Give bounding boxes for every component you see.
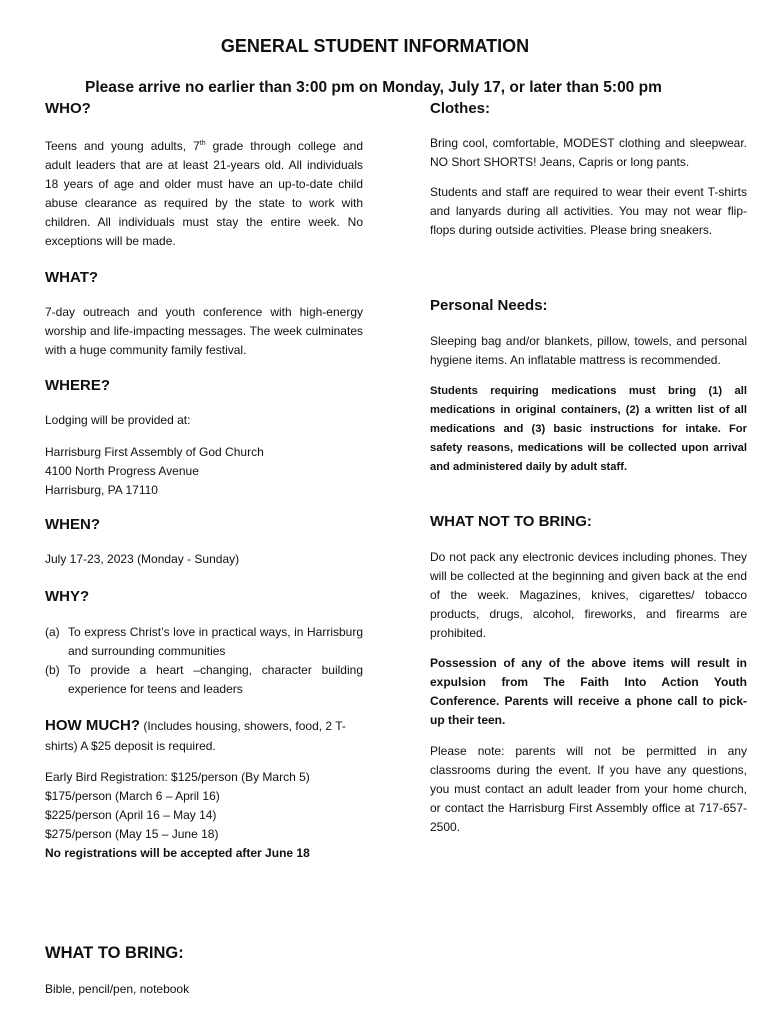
what-heading: WHAT? — [45, 269, 99, 286]
section-what-not-to-bring — [430, 511, 747, 837]
what-to-bring-heading: WHAT TO BRING: — [45, 944, 184, 962]
reasons-list — [45, 623, 363, 699]
section-why — [45, 586, 363, 699]
list-item: (b) To provide a heart –changing, character building experience for teens and leaders — [45, 663, 363, 696]
registration-deadline: No registrations will be accepted after June 18 — [45, 846, 310, 860]
address-line: Harrisburg, PA 17110 — [45, 483, 158, 497]
how-much-note: (Includes housing, showers, food, 2 T- — [139, 719, 346, 733]
section-clothes — [430, 98, 747, 240]
medications-notice: Students requiring medications must bring (1) all medications in original containers, (2) a written list of all medications and (3) basic instructions for intake. For safety reasons, medications will be collected upon arrival and administered daily by adult staff. — [430, 385, 747, 473]
section-where — [45, 375, 363, 500]
section-what — [45, 267, 363, 360]
what-text: 7-day outreach and youth conference with high-energy worship and life-impacting messages. The week culminates with a huge community family festival. — [45, 305, 363, 357]
church-address — [45, 443, 363, 500]
section-what-to-bring — [45, 942, 363, 999]
section-who — [45, 98, 363, 251]
personal-needs-text: Sleeping bag and/or blankets, pillow, towels, and personal hygiene items. An inflatable mattress is recommended. — [430, 334, 747, 367]
what-not-to-bring-heading: WHAT NOT TO BRING: — [430, 513, 592, 530]
list-item: (a) To express Christ’s love in practical ways, in Harrisburg and surrounding communities — [45, 625, 363, 658]
section-when — [45, 514, 363, 569]
where-intro: Lodging will be provided at: — [45, 413, 191, 427]
when-heading: WHEN? — [45, 516, 100, 533]
arrival-notice: Please arrive no earlier than 3:00 pm on Monday, July 17, or later than 5:00 pm — [85, 79, 662, 96]
where-heading: WHERE? — [45, 377, 110, 394]
clothes-shirt-text: Students and staff are required to wear their event T-shirts and lanyards during all activities. You may not wear flip-flops during outside activities. Please bring sneakers. — [430, 185, 747, 237]
who-heading: WHO? — [45, 100, 91, 117]
address-line: 4100 North Progress Avenue — [45, 464, 199, 478]
price-list — [45, 768, 363, 863]
section-personal-needs — [430, 295, 747, 477]
how-much-header — [45, 715, 363, 737]
deposit-note: shirts) A $25 deposit is required. — [45, 739, 216, 753]
who-text: Teens and young adults, 7th grade through college and adult leaders that are at least 21-years old. All individuals 18 years of age and older must have an up-to-date child abuse clearance as required by the state to work with children. All individuals must stay the entire week. No exceptions will be made. — [45, 139, 364, 248]
section-how-much — [45, 715, 363, 863]
address-line: Harrisburg First Assembly of God Church — [45, 445, 264, 459]
prohibited-items-text: Do not pack any electronic devices including phones. They will be collected at the beginning and given back at the end of the week. Magazines, knives, cigarettes/ tobacco products, drugs, alcohol, fireworks, and firearms are prohibited. — [430, 550, 747, 640]
price-line: Early Bird Registration: $125/person (By March 5) — [45, 770, 310, 784]
expulsion-warning: Possession of any of the above items will result in expulsion from The Faith Into Action Youth Conference. Parents will receive a phone call to pick-up their teen. — [430, 656, 747, 727]
price-line: $225/person (April 16 – May 14) — [45, 808, 217, 822]
why-heading: WHY? — [45, 588, 90, 605]
personal-needs-heading: Personal Needs: — [430, 297, 548, 314]
price-line: $275/person (May 15 – June 18) — [45, 827, 219, 841]
clothes-heading: Clothes: — [430, 100, 490, 117]
what-to-bring-text: Bible, pencil/pen, notebook — [45, 982, 190, 996]
how-much-heading: HOW MUCH? — [45, 717, 140, 734]
document-title: GENERAL STUDENT INFORMATION — [220, 36, 530, 56]
clothes-text: Bring cool, comfortable, MODEST clothing and sleepwear. NO Short SHORTS! Jeans, Capris or long pants. — [430, 136, 747, 169]
parents-note: Please note: parents will not be permitted in any classrooms during the event. If you have any questions, you must contact an adult leader from your home church, or contact the Harrisburg First Assembly office at 717-657-2500. — [430, 744, 747, 834]
price-line: $175/person (March 6 – April 16) — [45, 789, 220, 803]
when-text: July 17-23, 2023 (Monday - Sunday) — [45, 552, 240, 566]
